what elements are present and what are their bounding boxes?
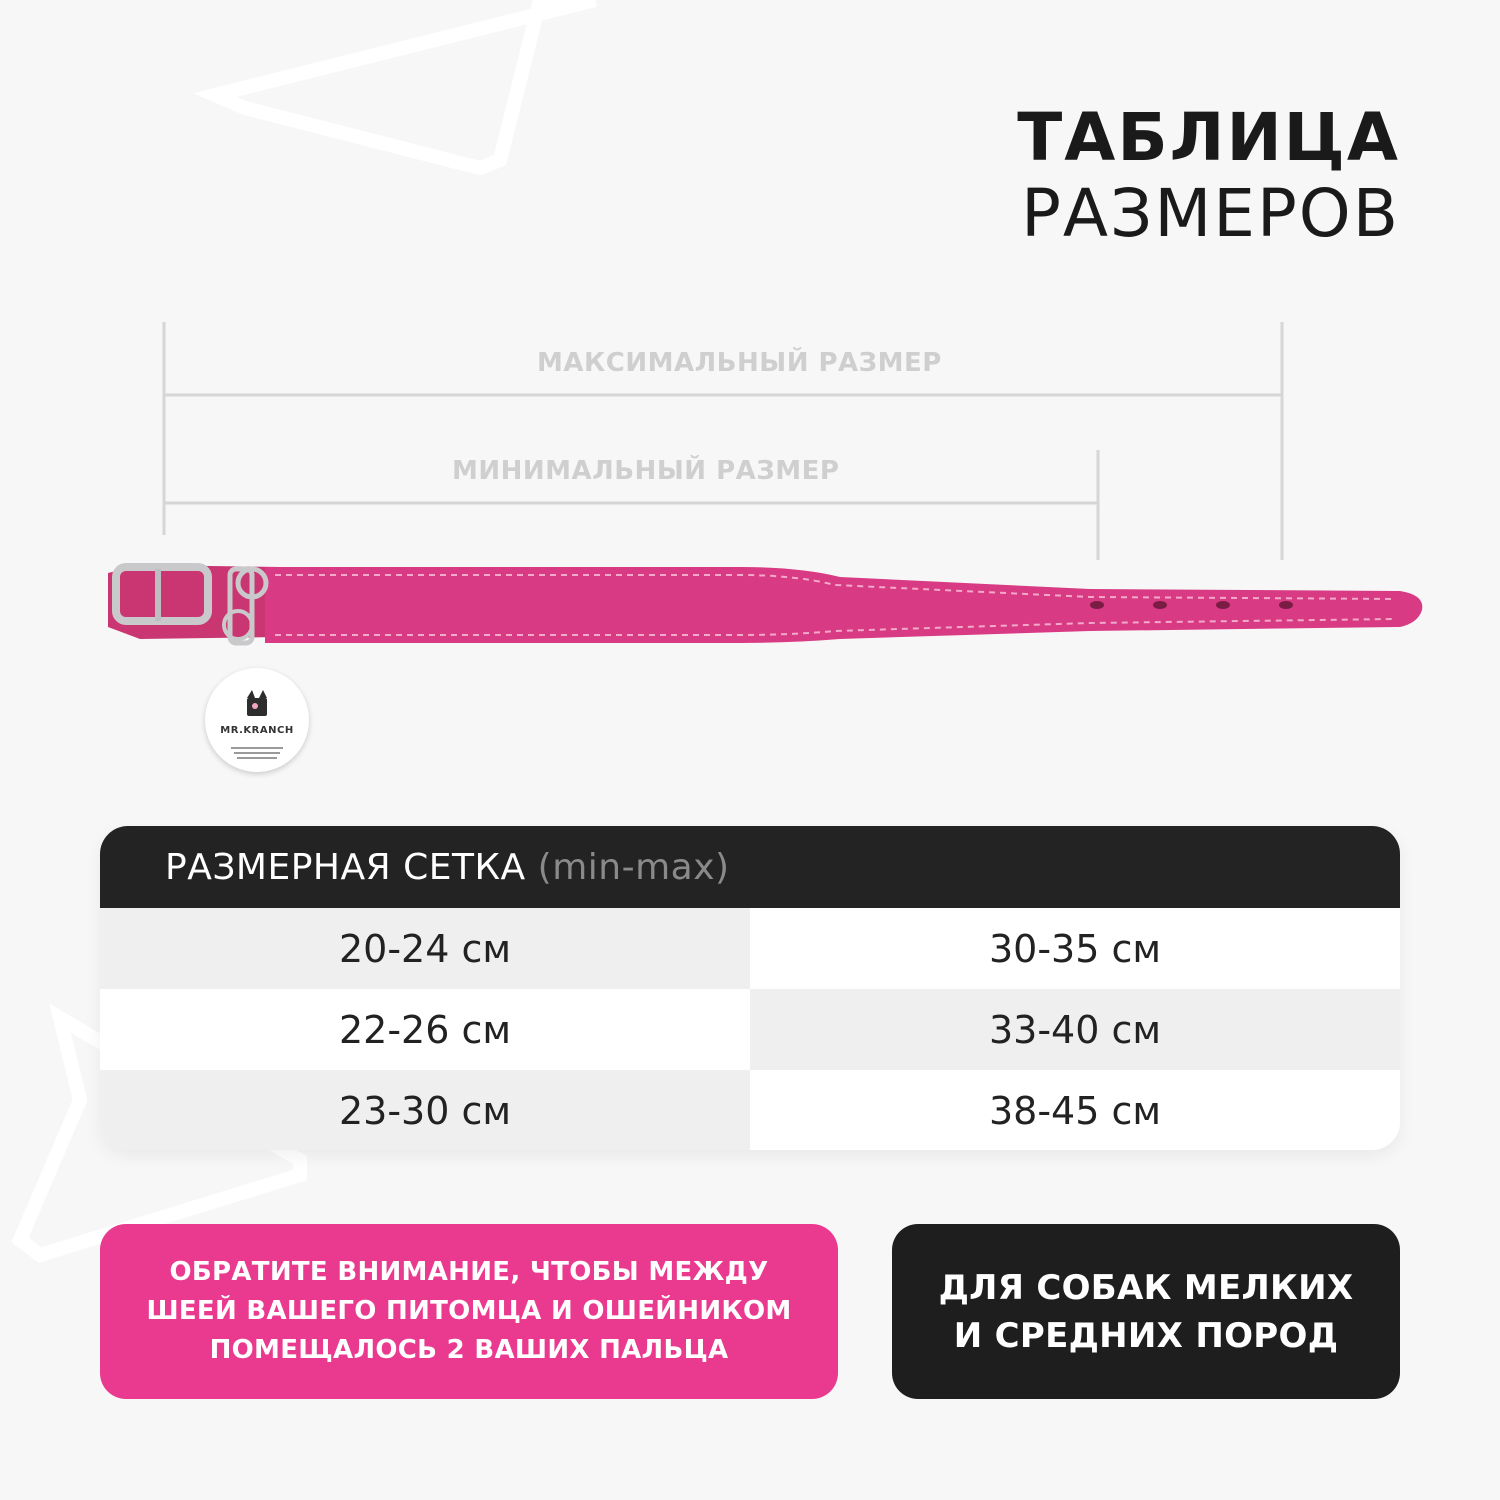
- size-cell: 38-45 см: [750, 1070, 1400, 1150]
- size-cell: 20-24 см: [100, 908, 750, 989]
- size-table-subtitle: (min-max): [537, 846, 730, 888]
- size-cell: 33-40 см: [750, 989, 1400, 1070]
- size-table: [100, 826, 1400, 1150]
- pet-tag: [205, 668, 309, 772]
- size-table-title: РАЗМЕРНАЯ СЕТКА: [165, 846, 526, 888]
- breed-note: [892, 1224, 1400, 1399]
- size-cell: 22-26 см: [100, 989, 750, 1070]
- tag-brand-text: MR.KRANCH: [220, 725, 294, 736]
- title-line-1: ТАБЛИЦА: [1017, 99, 1400, 176]
- breed-note-text: ДЛЯ СОБАК МЕЛКИХ И СРЕДНИХ ПОРОД: [938, 1267, 1354, 1356]
- min-size-label: МИНИМАЛЬНЫЙ РАЗМЕР: [452, 456, 840, 486]
- size-table-header: [100, 826, 1400, 908]
- size-cell: 23-30 см: [100, 1070, 750, 1150]
- size-cell: 30-35 см: [750, 908, 1400, 989]
- title-line-2: РАЗМЕРОВ: [1021, 175, 1400, 252]
- fit-note-text: ОБРАТИТЕ ВНИМАНИЕ, ЧТОБЫ МЕЖДУ ШЕЕЙ ВАШЕГО ПИТОМЦА И ОШЕЙНИКОМ ПОМЕЩАЛОСЬ 2 ВАШИХ ПАЛЬЦА: [146, 1257, 792, 1365]
- fit-note: [100, 1224, 838, 1399]
- max-size-label: МАКСИМАЛЬНЫЙ РАЗМЕР: [537, 348, 942, 378]
- tag-small-print: [225, 744, 289, 762]
- dog-logo-icon: [243, 688, 271, 718]
- size-table-body: [100, 908, 1400, 1150]
